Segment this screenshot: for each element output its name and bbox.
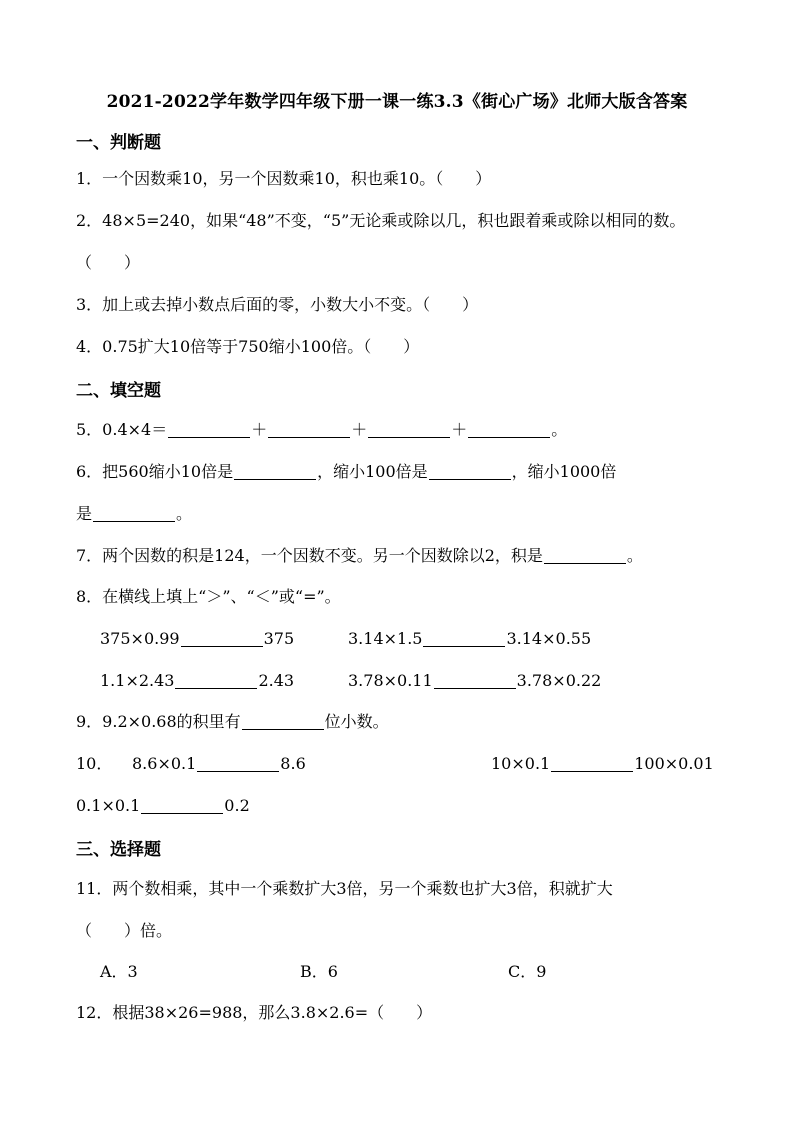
question-6-part-b: ，缩小100倍是	[317, 462, 428, 481]
section-heading-multiple-choice: 三、选择题	[76, 840, 161, 860]
option-b[interactable]: B．6	[300, 962, 338, 981]
expression-left: 3.14×1.5	[348, 629, 423, 648]
question-6-line-1	[76, 461, 616, 483]
section-heading-fill-blank: 二、填空题	[76, 381, 161, 401]
question-6-part-d: 是	[76, 504, 93, 523]
answer-blank[interactable]	[468, 421, 550, 438]
question-4: 4．0.75扩大10倍等于750缩小100倍。（ ）	[76, 337, 420, 356]
q8-row1-item-b	[348, 628, 591, 650]
question-2-line-2: （ ）	[76, 253, 141, 272]
section-heading-true-false: 一、判断题	[76, 133, 161, 153]
question-9-part-b: 位小数。	[324, 712, 389, 731]
page-title: 2021-2022学年数学四年级下册一课一练3.3《街心广场》北师大版含答案	[106, 92, 688, 112]
question-12: 12．根据38×26=988，那么3.8×2.6=（ ）	[76, 1003, 433, 1022]
question-6-line-2	[76, 503, 192, 525]
plus-sign: ＋	[351, 420, 368, 439]
expression-right: 0.2	[224, 796, 250, 815]
question-10-number: 10．	[76, 754, 113, 773]
answer-blank[interactable]	[168, 421, 250, 438]
answer-blank[interactable]	[429, 463, 511, 480]
answer-blank[interactable]	[368, 421, 450, 438]
question-3: 3．加上或去掉小数点后面的零，小数大小不变。（ ）	[76, 295, 479, 314]
answer-blank[interactable]	[234, 463, 316, 480]
answer-blank[interactable]	[242, 713, 324, 730]
expression-left: 8.6×0.1	[132, 754, 197, 773]
question-9	[76, 711, 389, 733]
question-5-lead: 5．0.4×4＝	[76, 420, 168, 439]
question-5-end: 。	[551, 420, 568, 439]
q10-item-a	[132, 753, 306, 775]
expression-left: 1.1×2.43	[100, 671, 175, 690]
question-6-part-a: 6．把560缩小10倍是	[76, 462, 234, 481]
question-6-part-e: 。	[176, 504, 193, 523]
q10-item-b	[491, 753, 714, 775]
question-5	[76, 419, 567, 441]
answer-blank[interactable]	[551, 755, 633, 772]
question-1: 1．一个因数乘10，另一个因数乘10，积也乘10。（ ）	[76, 169, 492, 188]
expression-left: 3.78×0.11	[348, 671, 433, 690]
expression-right: 8.6	[280, 754, 306, 773]
expression-left: 375×0.99	[100, 629, 180, 648]
question-8-lead: 8．在横线上填上“＞”、“＜”或“=”。	[76, 587, 341, 606]
answer-blank[interactable]	[544, 547, 626, 564]
expression-left: 10×0.1	[491, 754, 551, 773]
answer-blank[interactable]	[434, 672, 516, 689]
expression-right: 2.43	[258, 671, 295, 690]
option-a[interactable]: A．3	[100, 962, 138, 981]
expression-right: 3.78×0.22	[516, 671, 602, 690]
question-2-line-1: 2．48×5=240，如果“48”不变，“5”无论乘或除以几，积也跟着乘或除以相同的数。	[76, 211, 686, 230]
answer-blank[interactable]	[93, 505, 175, 522]
question-7-part-b: 。	[626, 546, 643, 565]
expression-left: 0.1×0.1	[76, 796, 141, 815]
q8-row2-item-b	[348, 670, 601, 692]
expression-right: 375	[263, 629, 295, 648]
question-7-part-a: 7．两个因数的积是124，一个因数不变。另一个因数除以2，积是	[76, 546, 543, 565]
question-7	[76, 545, 643, 567]
answer-blank[interactable]	[197, 755, 279, 772]
answer-blank[interactable]	[181, 630, 263, 647]
q8-row2-item-a	[100, 670, 294, 692]
question-11-line-1: 11．两个数相乘，其中一个乘数扩大3倍，另一个乘数也扩大3倍，积就扩大	[76, 879, 613, 898]
plus-sign: ＋	[451, 420, 468, 439]
question-11-line-2: （ ）倍。	[76, 921, 173, 940]
q8-row1-item-a	[100, 628, 294, 650]
question-9-part-a: 9．9.2×0.68的积里有	[76, 712, 241, 731]
expression-right: 100×0.01	[634, 754, 714, 773]
answer-blank[interactable]	[141, 797, 223, 814]
plus-sign: ＋	[251, 420, 268, 439]
option-c[interactable]: C．9	[508, 962, 547, 981]
answer-blank[interactable]	[268, 421, 350, 438]
expression-right: 3.14×0.55	[506, 629, 592, 648]
answer-blank[interactable]	[175, 672, 257, 689]
answer-blank[interactable]	[423, 630, 505, 647]
q10-item-c	[76, 795, 250, 817]
question-6-part-c: ，缩小1000倍	[511, 462, 617, 481]
